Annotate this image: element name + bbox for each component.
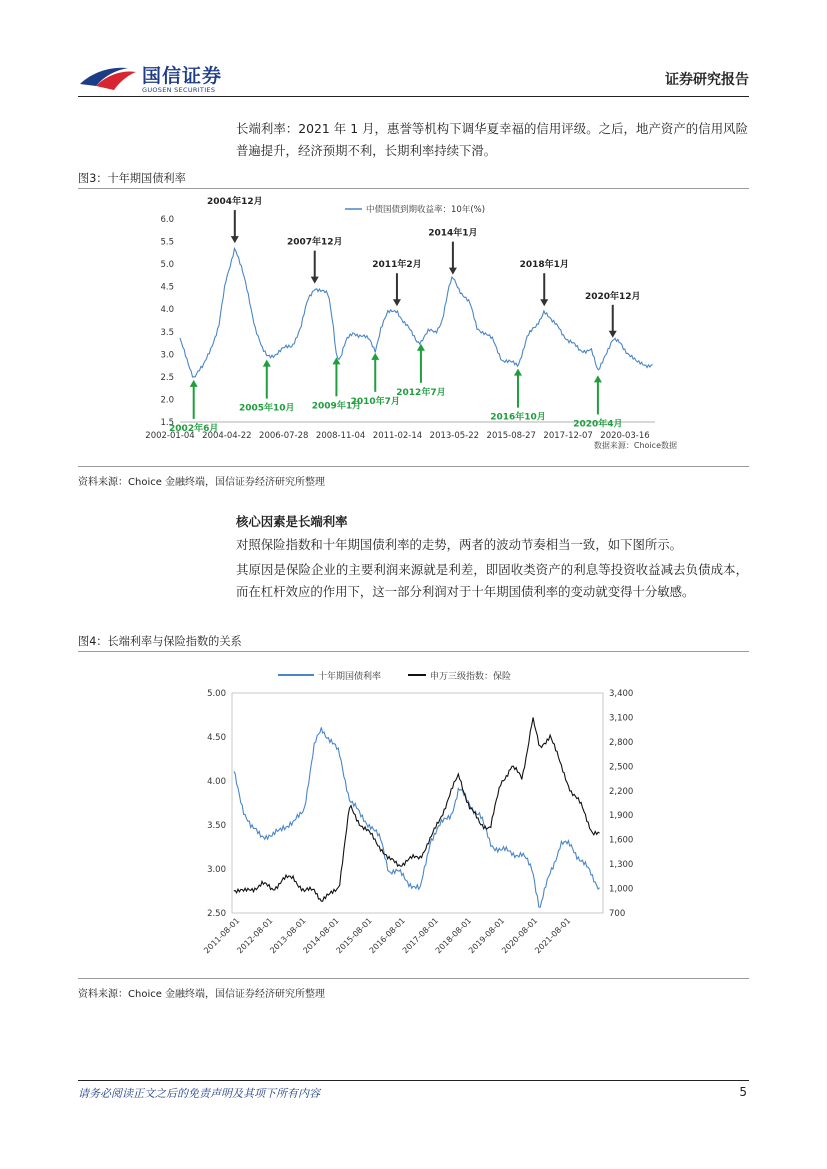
trough-label: 2002年6月 [169,423,219,434]
y-right-tick-label: 3,400 [609,689,634,699]
y-right-tick-label: 2,500 [609,762,634,773]
legend-label-rate: 十年期国债利率 [318,672,382,682]
peak-arrow-head [540,299,548,306]
y-right-tick-label: 1,900 [609,811,634,822]
x-tick-label: 2013-05-22 [429,431,480,441]
x-tick-label: 2004-04-22 [202,431,252,441]
y-left-tick-label: 4.00 [207,777,226,787]
x-tick-label: 2019-08-01 [466,916,507,956]
x-tick-label: 2011-02-14 [372,431,423,441]
x-tick-label: 2015-08-27 [486,431,536,441]
peak-arrow-head [393,299,401,306]
rate-vs-insurance-chart [190,660,650,970]
peak-label: 2014年1月 [428,228,478,239]
y-right-tick-label: 3,100 [609,713,634,724]
x-tick-label: 2017-08-01 [400,916,441,956]
x-tick-label: 2012-08-01 [235,916,275,956]
page-number: 5 [739,1085,747,1099]
y-right-tick-label: 2,200 [609,786,634,797]
fig4-source: 资料来源：Choice 金融终端，国信证券经济研究所整理 [78,989,326,1000]
paragraph-long-rate: 长端利率：2021 年 1 月，惠誉等机构下调华夏幸福的信用评级。之后，地产资产的信用风险普遍提升，经济预期不利，长期利率持续下滑。 [236,121,748,158]
y-tick-label: 5.0 [160,260,174,271]
y-tick-label: 1.5 [160,418,174,428]
footer-divider [78,1080,749,1081]
peak-arrow-head [311,277,319,284]
company-sub-name: GUOSEN SECURITIES [142,86,216,94]
trough-arrow-head [594,375,602,382]
trough-label: 2010年7月 [350,396,400,407]
y-left-tick-label: 3.50 [207,821,226,831]
fig4-top-divider [78,651,749,652]
trough-label: 2012年7月 [396,387,446,398]
trough-label: 2020年4月 [573,419,623,430]
y-tick-label: 4.0 [160,305,174,316]
trough-arrow-head [514,369,522,376]
chart-source-note: 数据来源：Choice数据 [593,441,677,450]
trough-arrow-head [371,353,379,360]
x-tick-label: 2016-08-01 [367,916,407,956]
trough-arrow-head [190,380,198,387]
trough-arrow-head [417,344,425,351]
x-tick-label: 2020-08-01 [500,916,540,956]
y-tick-label: 3.0 [160,350,174,361]
x-tick-label: 2002-01-04 [145,431,195,441]
x-tick-label: 2017-12-07 [543,431,593,441]
fig3-top-divider [78,188,749,189]
y-left-tick-label: 5.00 [207,689,226,699]
ten-year-yield-chart [140,195,700,457]
fig4-bottom-divider [78,978,749,979]
y-tick-label: 2.0 [160,395,174,406]
peak-label: 2011年2月 [372,260,422,271]
y-right-tick-label: 1,000 [609,884,634,895]
x-tick-label: 2015-08-01 [334,916,374,956]
paragraph-reason: 其原因是保险企业的主要利润来源就是利差，即固收类资产的利息等投资收益减去负债成本，而在杠杆效应的作用下，这一部分利润对于十年期国债利率的变动就变得十分敏感。 [236,562,748,599]
y-tick-label: 4.5 [160,282,174,293]
x-tick-label: 2014-08-01 [301,916,341,956]
x-tick-label: 2021-08-01 [533,916,573,956]
trough-label: 2009年1月 [311,401,362,412]
y-tick-label: 5.5 [160,237,174,248]
x-tick-label: 2013-08-01 [268,916,308,956]
company-name: 国信证券 [142,65,223,87]
header-divider [78,96,749,97]
peak-arrow-head [231,236,239,243]
y-right-tick-label: 700 [609,909,626,919]
fig3-bottom-divider [78,466,749,467]
fig4-title: 图4：长端利率与保险指数的关系 [78,635,242,648]
footer-disclaimer: 请务必阅读正文之后的免责声明及其项下所有内容 [78,1087,320,1100]
y-right-tick-label: 1,300 [609,860,634,871]
x-tick-label: 2011-08-01 [202,916,242,956]
legend-label-index: 申万三级指数：保险 [430,672,512,682]
y-right-tick-label: 2,800 [609,737,634,748]
x-tick-label: 2018-08-01 [433,916,474,956]
fig3-title: 图3：十年期国债利率 [78,172,186,185]
peak-label: 2004年12月 [207,197,263,208]
y-tick-label: 3.5 [160,327,174,338]
legend-label: 中债国债到期收益率：10年(%) [366,205,486,215]
x-tick-label: 2006-07-28 [259,431,309,441]
peak-arrow-head [609,331,617,338]
y-left-tick-label: 3.00 [207,865,226,875]
trough-label: 2016年10月 [490,412,546,423]
report-type: 证券研究报告 [665,72,749,88]
y-left-tick-label: 4.50 [207,733,226,743]
rate-series-line [234,727,600,907]
peak-arrow-head [449,268,457,275]
trough-label: 2005年10月 [238,403,295,414]
peak-label: 2018年1月 [519,260,569,271]
x-tick-label: 2020-03-16 [600,431,650,441]
y-right-tick-label: 1,600 [609,835,634,846]
x-tick-label: 2008-11-04 [315,431,366,441]
trough-arrow-head [263,360,271,367]
y-tick-label: 6.0 [160,215,174,225]
index-series-line [234,718,600,902]
y-tick-label: 2.5 [160,372,174,383]
y-left-tick-label: 2.50 [207,909,226,919]
fig3-source: 资料来源：Choice 金融终端，国信证券经济研究所整理 [78,477,326,488]
peak-label: 2007年12月 [286,237,343,248]
peak-label: 2020年12月 [584,291,641,302]
section-heading: 核心因素是长端利率 [236,514,348,529]
paragraph-comparison: 对照保险指数和十年期国债利率的走势，两者的波动节奏相当一致，如下图所示。 [236,537,683,552]
